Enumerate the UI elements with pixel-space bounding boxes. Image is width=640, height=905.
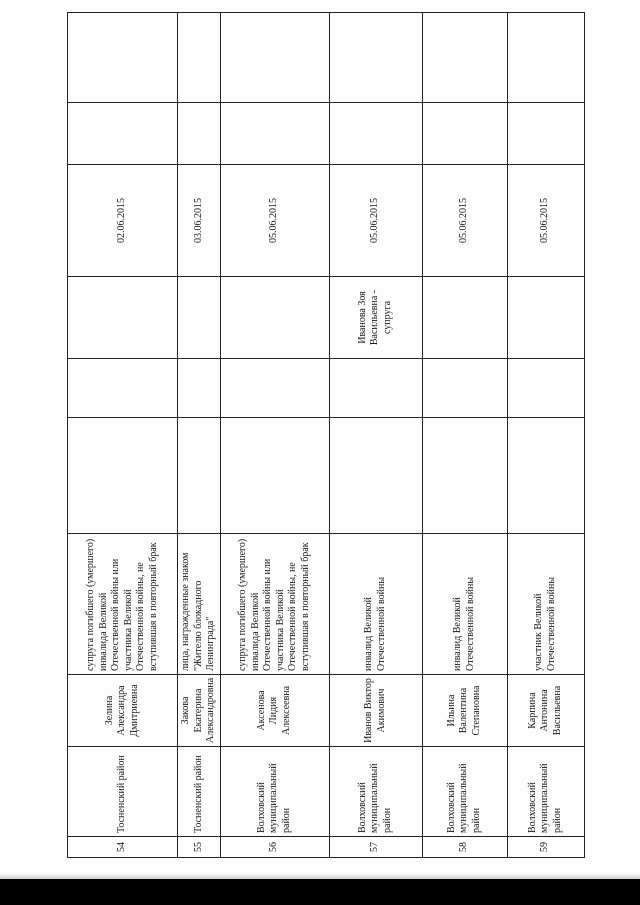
table-body [68,13,585,858]
category-line: лица, награжденные знаком [180,552,191,671]
table-row [68,13,178,858]
person-name-cell: Карпина Антонина Васильевна [507,675,584,747]
date-cell: 03.06.2015 [178,165,221,277]
empty-cell [220,418,329,534]
category-line: вступившая в повторный брак [147,542,159,671]
category-line: Отечественной войны [545,576,557,671]
row-number-cell: 59 [507,837,584,858]
empty-cell [178,13,221,103]
category-cell [220,534,329,675]
district-cell: Тосненский район [68,747,178,837]
date-cell: 05.06.2015 [220,165,329,277]
district-cell: Волховский муниципальный район [220,747,329,837]
category-line: инвалида Великой [249,592,261,671]
table-row [178,13,221,858]
district-cell: Тосненский район [178,747,221,837]
category-line: Отечественной войны [375,576,387,671]
date-cell: 02.06.2015 [68,165,178,277]
category-line: Отечественной войны, не [287,562,298,671]
category-line: участника Великой [274,589,286,671]
empty-cell [220,13,329,103]
empty-cell [329,103,422,165]
row-number-cell: 58 [422,837,507,858]
person-name-cell: Закова Екатерина Александровна [178,675,221,747]
person-name-cell: Зелина Александра Дмитриевна [68,675,178,747]
empty-cell [68,13,178,103]
district-cell: Волховский муниципальный район [422,747,507,837]
row-number-cell: 57 [329,837,422,858]
empty-cell [68,359,178,418]
scan-border [0,879,640,905]
category-line: Ленинграда" [205,616,216,671]
category-cell [422,534,507,675]
person-name-cell: Ильина Валентина Степановна [422,675,507,747]
person-name-cell: Иванов Виктор Акимович [329,675,422,747]
rotated-table-container [67,13,564,858]
empty-cell [178,103,221,165]
empty-cell [422,103,507,165]
category-line: инвалида Великой [97,592,109,671]
category-line: участника Великой [122,589,134,671]
relative-cell [422,277,507,359]
category-line: Отечественной войны или [262,558,273,671]
table-row [329,13,422,858]
category-line: супруга погибшего (умершего) [237,538,248,671]
relative-cell: Иванова Зоя Васильевна - супруга [329,277,422,359]
category-line: инвалид Великой [363,597,374,671]
empty-cell [422,13,507,103]
empty-cell [507,359,584,418]
row-number-cell: 54 [68,837,178,858]
empty-cell [422,359,507,418]
category-cell [329,534,422,675]
date-cell: 05.06.2015 [329,165,422,277]
empty-cell [178,418,221,534]
table-row [220,13,329,858]
category-line: Отечественной войны, не [135,562,146,671]
date-cell: 05.06.2015 [507,165,584,277]
relative-cell [507,277,584,359]
register-table [67,12,585,858]
category-line: "Жителю блокадного [192,580,204,671]
relative-cell [220,277,329,359]
person-name-cell: Аксенова Лидия Алексеевна [220,675,329,747]
rotated-table-area [67,13,564,858]
category-line: Отечественной войны [464,576,476,671]
empty-cell [507,418,584,534]
relative-cell [178,277,221,359]
table-row [507,13,584,858]
table-row [422,13,507,858]
empty-cell [329,418,422,534]
relative-cell [68,277,178,359]
empty-cell [329,13,422,103]
empty-cell [178,359,221,418]
row-number-cell: 56 [220,837,329,858]
category-line: вступившая в повторный брак [299,542,311,671]
category-cell [178,534,221,675]
empty-cell [68,103,178,165]
category-line: участник Великой [533,593,544,671]
empty-cell [68,418,178,534]
category-cell [68,534,178,675]
empty-cell [220,359,329,418]
category-cell [507,534,584,675]
category-line: Отечественной войны или [110,558,121,671]
category-line: инвалид Великой [452,597,463,671]
district-cell: Волховский муниципальный район [329,747,422,837]
empty-cell [507,13,584,103]
empty-cell [422,418,507,534]
empty-cell [329,359,422,418]
category-line: супруга погибшего (умершего) [85,538,96,671]
row-number-cell: 55 [178,837,221,858]
date-cell: 05.06.2015 [422,165,507,277]
empty-cell [220,103,329,165]
empty-cell [507,103,584,165]
district-cell: Волховский муниципальный район [507,747,584,837]
